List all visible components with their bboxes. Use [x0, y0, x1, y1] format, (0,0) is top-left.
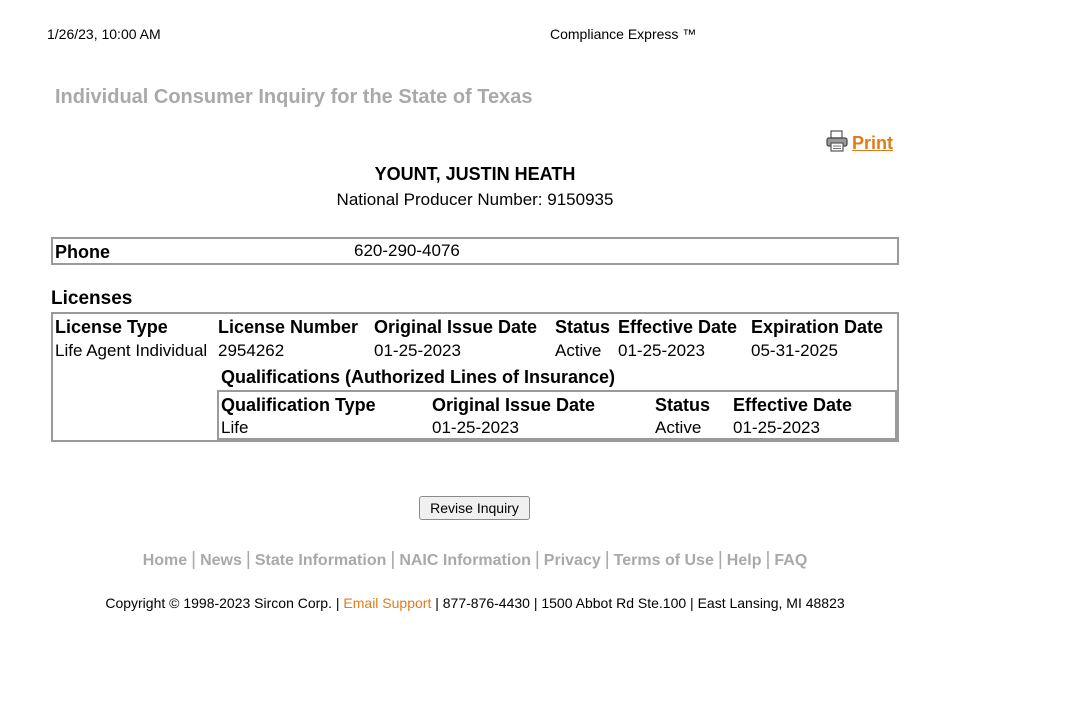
copyright-text: Copyright © 1998-2023 Sircon Corp. | — [105, 595, 340, 611]
header-expiration-date: Expiration Date — [751, 317, 884, 337]
footer-link-home[interactable]: Home — [142, 552, 188, 569]
footer-separator: | — [534, 549, 540, 570]
footer-separator: | — [604, 549, 610, 570]
footer-nav — [0, 549, 950, 571]
footer-separator: | — [765, 549, 771, 570]
print-header-datetime: 1/26/23, 10:00 AM — [47, 26, 161, 42]
footer-link-privacy[interactable]: Privacy — [543, 552, 601, 569]
qual-original-issue-date-value: 01-25-2023 — [432, 418, 519, 437]
phone-label: Phone — [55, 242, 111, 262]
qualifications-heading: Qualifications (Authorized Lines of Insurance) — [221, 367, 616, 387]
npn-label: National Producer Number: — [336, 190, 543, 209]
phone-value: 620-290-4076 — [354, 241, 460, 260]
footer-link-help[interactable]: Help — [726, 552, 762, 569]
header-qualification-type: Qualification Type — [221, 395, 376, 415]
print-link[interactable] — [826, 130, 893, 157]
national-producer-number — [0, 190, 950, 210]
printer-icon[interactable] — [826, 130, 848, 157]
header-qual-status: Status — [655, 395, 711, 415]
footer-link-news[interactable]: News — [200, 552, 242, 569]
copyright-line — [0, 595, 950, 611]
licenses-table — [51, 312, 899, 442]
status-value: Active — [555, 341, 602, 360]
effective-date-value: 01-25-2023 — [618, 341, 705, 360]
page-title: Individual Consumer Inquiry for the State of Texas — [55, 86, 533, 108]
print-link-label[interactable]: Print — [852, 133, 894, 153]
footer-separator: | — [245, 549, 251, 570]
qualifications-table — [217, 390, 897, 440]
footer-link-state-information[interactable]: State Information — [254, 552, 387, 569]
footer-link-terms-of-use[interactable]: Terms of Use — [613, 552, 714, 569]
footer-separator: | — [717, 549, 723, 570]
header-original-issue-date: Original Issue Date — [374, 317, 538, 337]
qual-effective-date-value: 01-25-2023 — [733, 418, 820, 437]
footer-separator: | — [390, 549, 396, 570]
revise-inquiry-button[interactable]: Revise Inquiry — [419, 496, 530, 520]
license-number-value: 2954262 — [218, 341, 285, 360]
footer-link-faq[interactable]: FAQ — [774, 552, 808, 569]
header-qual-original-issue-date: Original Issue Date — [432, 395, 596, 415]
expiration-date-value: 05-31-2025 — [751, 341, 838, 360]
producer-name: YOUNT, JUSTIN HEATH — [374, 164, 576, 184]
header-effective-date: Effective Date — [618, 317, 738, 337]
email-support-link[interactable]: Email Support — [343, 595, 432, 611]
qual-status-value: Active — [655, 418, 702, 437]
npn-value: 9150935 — [547, 190, 614, 209]
header-license-number: License Number — [218, 317, 359, 337]
header-status: Status — [555, 317, 611, 337]
footer-separator: | — [191, 549, 197, 570]
original-issue-date-value: 01-25-2023 — [374, 341, 461, 360]
header-license-type: License Type — [55, 317, 168, 337]
footer-link-naic-information[interactable]: NAIC Information — [399, 552, 531, 569]
header-qual-effective-date: Effective Date — [733, 395, 853, 415]
license-type-value: Life Agent Individual — [55, 341, 208, 360]
qualification-type-value: Life — [221, 418, 249, 437]
print-header-app-title: Compliance Express ™ — [550, 26, 697, 42]
contact-info: | 877-876-4430 | 1500 Abbot Rd Ste.100 | East Lansing, MI 48823 — [435, 595, 845, 611]
licenses-heading: Licenses — [51, 288, 133, 309]
phone-table — [51, 237, 899, 265]
